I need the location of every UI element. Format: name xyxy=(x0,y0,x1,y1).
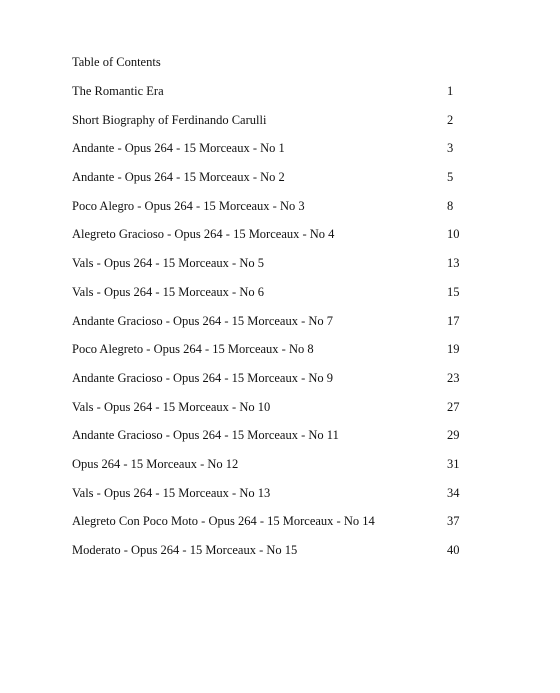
toc-entry xyxy=(72,427,472,456)
toc-entry-title: Vals - Opus 264 - 15 Morceaux - No 10 xyxy=(72,399,271,414)
toc-entry-page: 8 xyxy=(447,198,454,213)
toc-entry-title: Short Biography of Ferdinando Carulli xyxy=(72,112,267,127)
toc-entry-page: 19 xyxy=(447,342,460,357)
toc-entry-title: Andante Gracioso - Opus 264 - 15 Morceaux - No 9 xyxy=(72,370,334,385)
toc-entry-page: 23 xyxy=(447,370,460,385)
toc-entry-title: Opus 264 - 15 Morceaux - No 12 xyxy=(72,456,239,471)
toc-entry xyxy=(72,226,472,255)
toc-entry xyxy=(72,370,472,399)
toc-entry xyxy=(72,83,472,112)
toc-entry-title: Vals - Opus 264 - 15 Morceaux - No 6 xyxy=(72,284,264,299)
toc-title: Table of Contents xyxy=(72,55,161,69)
toc-entry-title: Moderato - Opus 264 - 15 Morceaux - No 15 xyxy=(72,543,298,557)
toc-entry-title: Vals - Opus 264 - 15 Morceaux - No 13 xyxy=(72,485,271,500)
toc-entry xyxy=(72,456,472,485)
toc-entry xyxy=(72,112,472,141)
toc-entry-page: 1 xyxy=(447,84,454,98)
toc-entry-page: 37 xyxy=(447,514,460,529)
toc-entry-page: 29 xyxy=(447,428,460,443)
toc-entry xyxy=(72,542,472,571)
toc-entry-page: 15 xyxy=(447,284,460,299)
toc-entry-page: 10 xyxy=(447,227,460,242)
toc-entry-title: Alegreto Con Poco Moto - Opus 264 - 15 Morceaux - No 14 xyxy=(72,514,375,529)
toc-entry-title: Vals - Opus 264 - 15 Morceaux - No 5 xyxy=(72,256,264,271)
toc-entry xyxy=(72,513,472,542)
toc-entry-page: 34 xyxy=(447,485,460,500)
toc-entry-page: 3 xyxy=(447,141,454,156)
toc-entry-page: 27 xyxy=(447,399,460,414)
toc-entry-title: Andante Gracioso - Opus 264 - 15 Morceaux - No 11 xyxy=(72,428,339,443)
toc-entry-title: Andante Gracioso - Opus 264 - 15 Morceaux - No 7 xyxy=(72,313,334,328)
toc-entry xyxy=(72,284,472,313)
toc-entry-page: 5 xyxy=(447,170,454,185)
toc-list xyxy=(72,83,472,571)
toc-entry xyxy=(72,313,472,342)
toc-entry-title: Poco Alegreto - Opus 264 - 15 Morceaux - No 8 xyxy=(72,342,314,357)
toc-entry xyxy=(72,255,472,284)
toc-entry-page: 13 xyxy=(447,256,460,271)
toc-entry-title: Andante - Opus 264 - 15 Morceaux - No 1 xyxy=(72,141,285,156)
toc-entry xyxy=(72,140,472,169)
toc-entry xyxy=(72,341,472,370)
toc-entry xyxy=(72,198,472,227)
toc-entry-page: 31 xyxy=(447,456,460,471)
toc-entry-title: Poco Alegro - Opus 264 - 15 Morceaux - No 3 xyxy=(72,198,305,213)
toc-entry xyxy=(72,169,472,198)
toc-entry-page: 17 xyxy=(447,313,460,328)
toc-entry-title: The Romantic Era xyxy=(72,84,164,98)
toc-entry-title: Andante - Opus 264 - 15 Morceaux - No 2 xyxy=(72,170,285,185)
toc-entry-page: 2 xyxy=(447,112,454,127)
toc-entry-title: Alegreto Gracioso - Opus 264 - 15 Morceaux - No 4 xyxy=(72,227,335,242)
toc-entry xyxy=(72,399,472,428)
toc-entry-page: 40 xyxy=(447,543,460,557)
toc-entry xyxy=(72,485,472,514)
